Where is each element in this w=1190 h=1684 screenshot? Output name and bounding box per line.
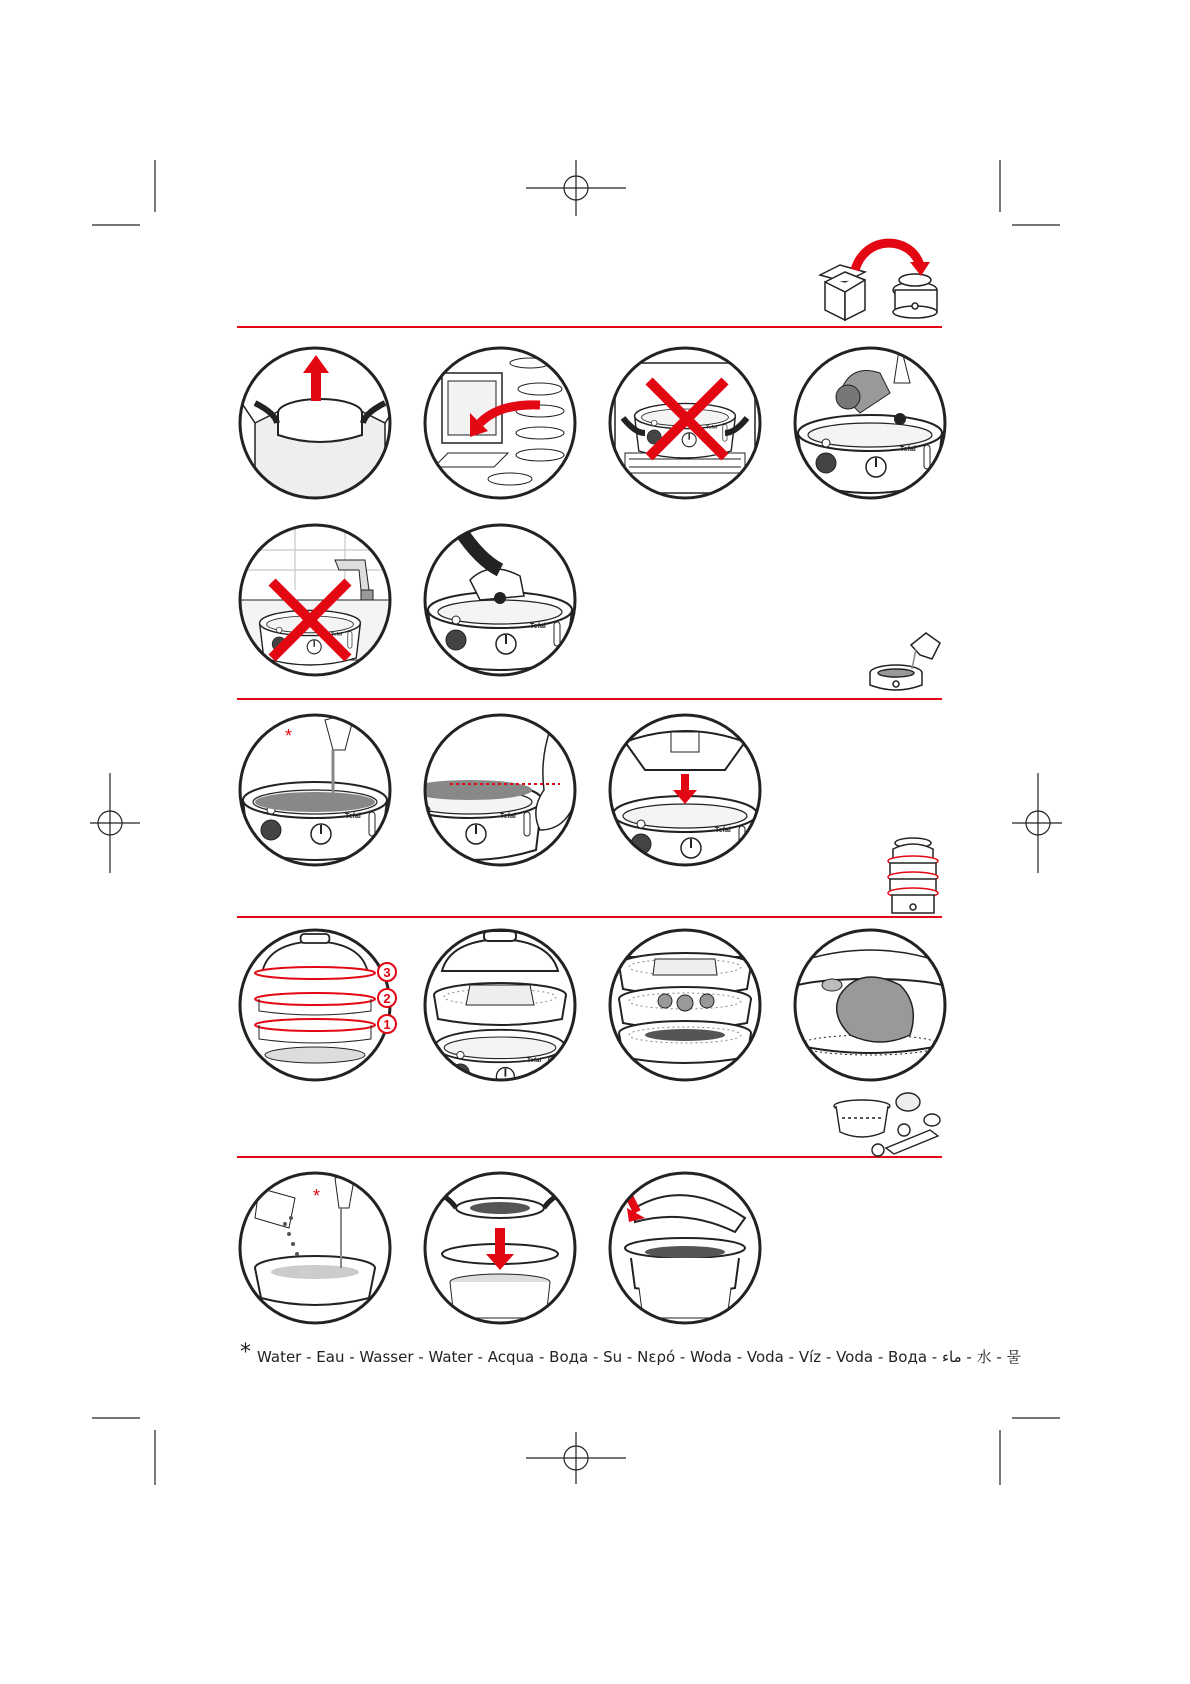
step-one-bowl-on-base: [422, 927, 578, 1083]
water-marker: *: [285, 726, 293, 746]
step-add-rice-and-water: [237, 1170, 393, 1326]
water-marker-2: *: [313, 1186, 321, 1206]
callout-3: 3: [383, 965, 391, 980]
filling-header-icon: [866, 625, 946, 695]
step-pour-water: [237, 712, 393, 868]
unpacking-header-icon: [815, 240, 945, 325]
footnote-text: Water - Eau - Wasser - Water - Acqua - Вода - Su - Νερό - Woda - Voda - Víz - Voda - Вода - ماء - 水 - 물: [257, 1348, 1022, 1366]
step-dishwasher-parts: [422, 345, 578, 501]
step-clean-base-with-cloth: [422, 522, 578, 678]
callout-1: 1: [383, 1017, 391, 1032]
step-no-immersion-under-tap: [237, 522, 393, 678]
water-translations-footnote: [240, 1340, 1022, 1371]
step-check-level: [422, 712, 578, 868]
rice-header-icon: [830, 1090, 945, 1160]
step-numbered-bowls: [237, 927, 393, 1083]
step-large-bowl-chicken: [792, 927, 948, 1083]
step-no-dishwasher-base: [607, 345, 763, 501]
step-three-bowls: [607, 927, 763, 1083]
step-wipe-inside-base: [792, 345, 948, 501]
footnote-marker: *: [240, 1340, 251, 1365]
callout-2: 2: [383, 991, 391, 1006]
stacking-header-icon: [878, 835, 948, 920]
step-place-rice-bowl: [422, 1170, 578, 1326]
step-lift-out-of-box: [237, 345, 393, 501]
step-close-lid: [607, 1170, 763, 1326]
step-place-collector: [607, 712, 763, 868]
